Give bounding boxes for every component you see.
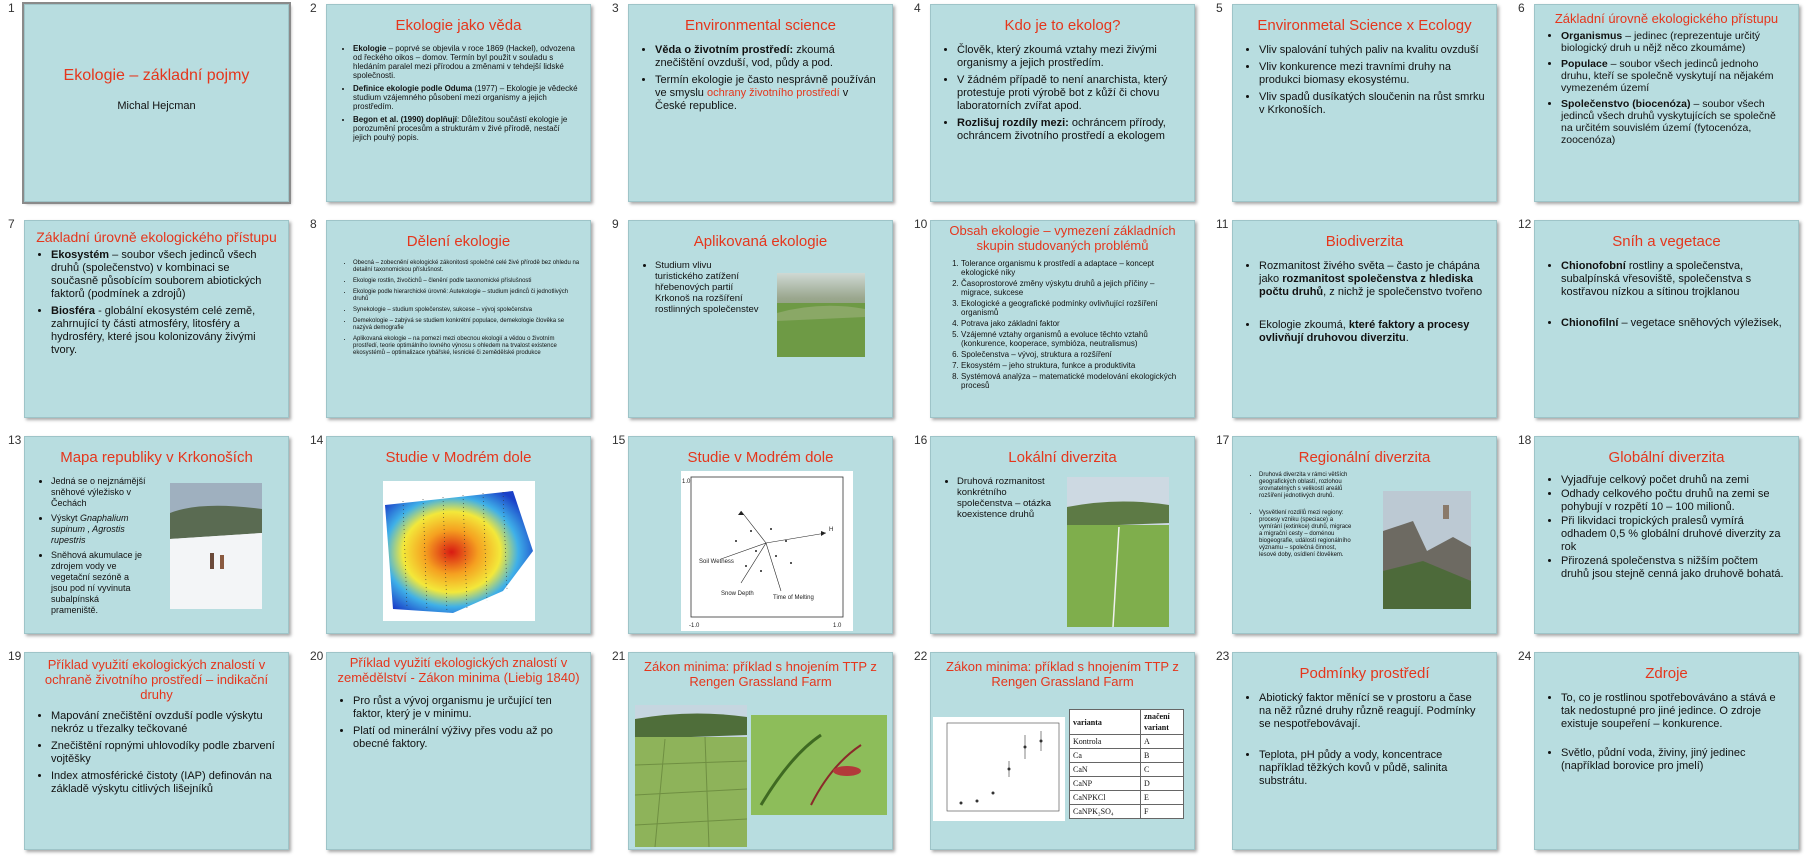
slide-number: 10: [914, 217, 928, 231]
label-h: H: [829, 527, 834, 533]
axis-max: 1.0: [833, 623, 842, 629]
slide-title: Příklad využití ekologických znalostí v ochraně životního prostředí – indikační druhy: [44, 657, 269, 702]
slide-bullets: [51, 249, 278, 357]
slide-title: Zdroje: [1645, 665, 1688, 682]
grassland-plots-photo: [635, 705, 747, 847]
slide-canvas: [24, 436, 289, 634]
bullet: • Mapování znečištění ovzduší podle výskytu nekróz u třezalky tečkované: [51, 710, 278, 736]
slide-thumb-18[interactable]: [1510, 432, 1811, 646]
slide-number: 21: [612, 649, 626, 663]
slide-number: 23: [1216, 649, 1230, 663]
bullet: • Vliv spalování tuhých paliv na kvalitu ovzduší: [1259, 44, 1486, 57]
slide-title: Aplikovaná ekologie: [693, 233, 828, 250]
slide-thumb-20[interactable]: [302, 648, 604, 862]
table-row: CaN C: [1070, 763, 1184, 777]
slide-bullets: [51, 710, 278, 796]
slide-thumb-17[interactable]: [1208, 432, 1510, 646]
list-item: 7. Ekosystém – jeho struktura, funkce a produktivita: [961, 361, 1186, 370]
list-item: 5. Vzájemné vztahy organismů a evoluce těchto vztahů (konkurence, kooperace, symbióza, neutralismus): [961, 330, 1186, 348]
bullet: • Vysvětlení rozdílů mezi regiony: procesy vzniku (speciace) a vymírání (extinkce) druhů, migrace a migrační cesty – doménou biogeografie, události regionálního významu – společná činnost, lesové doby, osídlení člověkem.: [1259, 510, 1355, 559]
slide-title: Kdo je to ekolog?: [1004, 17, 1121, 34]
table-row: CaNPK₂SO₄ F: [1070, 805, 1184, 819]
bullet: • Pro růst a vývoj organismu je určující ten faktor, který je v minimu.: [353, 695, 580, 721]
rocky-cliff-photo: [1383, 491, 1471, 609]
slide-canvas: [628, 220, 893, 418]
slide-bullets: [1561, 260, 1788, 330]
slide-number: 1: [8, 1, 15, 15]
slide-thumb-3[interactable]: [604, 0, 906, 214]
bullet: • Věda o životním prostředí: zkoumá znečištění ovzduší, vod, půdy a pod.: [655, 44, 882, 70]
slide-thumb-14[interactable]: [302, 432, 604, 646]
table-row: Ca B: [1070, 749, 1184, 763]
slide-canvas: [326, 652, 591, 850]
bullet: • Sněhová akumulace je zdrojem vody ve vegetační sezóně a jsou pod ní vyvinuta subalpínská prameniště.: [51, 550, 147, 616]
slide-thumb-24[interactable]: [1510, 648, 1811, 862]
slide-canvas: [326, 220, 591, 418]
bullet: • Ekologie rostlin, živočichů – členění podle taxonomické příslušnosti: [353, 278, 580, 285]
slide-number: 17: [1216, 433, 1230, 447]
slide-bullets: [353, 44, 580, 142]
slide-title: Dělení ekologie: [406, 233, 511, 250]
bullet: • Studium vlivu turistického zatížení hřebenových partií Krkonoš na rozšíření rostlinných společenstev: [655, 260, 759, 315]
slide-canvas: [930, 4, 1195, 202]
list-item: 4. Potrava jako základní faktor: [961, 319, 1186, 328]
bullet: • Ekologie podle hierarchické úrovně: Autekologie – studium jedinců či jednotlivých druhů: [353, 289, 580, 303]
slide-thumb-1[interactable]: [0, 0, 302, 214]
bullet: • Odhady celkového počtu druhů na zemi se pohybují v rozpětí 10 – 100 milionů.: [1561, 488, 1788, 514]
axis-top: 1.0: [682, 479, 691, 485]
slide-bullets: [353, 260, 580, 357]
slide-thumb-23[interactable]: [1208, 648, 1510, 862]
slide-canvas: [1232, 220, 1497, 418]
table-row: CaNPKCl E: [1070, 791, 1184, 805]
slide-number: 24: [1518, 649, 1532, 663]
slide-author: Michal Hejcman: [117, 100, 196, 112]
slide-number: 2: [310, 1, 317, 15]
label-soil-wetness: Soil Wetness: [699, 559, 734, 565]
slide-thumb-16[interactable]: [906, 432, 1208, 646]
slide-canvas: [930, 652, 1195, 850]
slide-title: Studie v Modrém dole: [687, 449, 834, 466]
slide-numbered-list: [961, 259, 1186, 390]
snow-depth-heatmap: [383, 481, 535, 621]
bullet: • Organismus – jedinec (reprezentuje určitý biologický druh u nějž něco zkoumáme): [1561, 30, 1788, 54]
slide-bullets: [655, 260, 759, 315]
bullet: • Synekologie – studium společenstev, sukcese – vývoj společenstva: [353, 307, 580, 314]
slide-thumb-4[interactable]: [906, 0, 1208, 214]
bullet: • Platí od minerální výživy přes vodu až po obecné faktory.: [353, 725, 580, 751]
slide-thumb-11[interactable]: [1208, 216, 1510, 430]
slide-number: 6: [1518, 1, 1525, 15]
bullet: • Společenstvo (biocenóza) – soubor všech jedinců všech druhů vyskytujících se společně na určitém souvislém území (fytocenóza, zoocenóza): [1561, 98, 1788, 146]
snowfield-photo: [170, 483, 262, 609]
slide-bullets: [1259, 472, 1355, 559]
bullet: • Jedná se o nejznámější sněhové výležisko v Čechách: [51, 476, 147, 509]
slide-thumb-22[interactable]: [906, 648, 1208, 862]
slide-number: 12: [1518, 217, 1532, 231]
bullet: • Definice ekologie podle Oduma (1977) – Ekologie je vědecké studium vzájemného působení mezi organismy a jejich prostředím.: [353, 84, 580, 111]
slide-number: 11: [1216, 217, 1229, 231]
slide-canvas: [1232, 4, 1497, 202]
slide-title: Ekologie jako věda: [395, 17, 522, 34]
slide-bullets: [1259, 44, 1486, 117]
slide-number: 20: [310, 649, 324, 663]
slide-canvas: [326, 4, 591, 202]
slide-number: 14: [310, 433, 324, 447]
slide-bullets: [1561, 692, 1788, 773]
slide-title: Zákon minima: příklad s hnojením TTP z Rengen Grassland Farm: [644, 659, 877, 689]
slide-title: Obsah ekologie – vymezení základních skupin studovaných problémů: [949, 223, 1176, 253]
slide-canvas: [628, 652, 893, 850]
slide-title: Globální diverzita: [1608, 449, 1725, 466]
plant-closeup-photo: [751, 715, 887, 815]
bullet: • Ekologie – poprvé se objevila v roce 1869 (Hackel), odvozena od řeckého oikos – domov. Termín byl použit v souladu s hledáním paralel mezi přírodou a změnami v tehdejší lidské společnosti.: [353, 44, 580, 80]
fertilization-chart: [933, 717, 1065, 821]
slide-canvas: [1534, 220, 1799, 418]
slide-canvas: [628, 436, 893, 634]
slide-number: 9: [612, 217, 619, 231]
table-row: Kontrola A: [1070, 735, 1184, 749]
slide-canvas: [24, 652, 289, 850]
slide-thumb-13[interactable]: [0, 432, 302, 646]
bullet: • To, co je rostlinou spotřebováváno a stává e tak nedostupné pro jiné jedince. O zdroje existuje soupeření – konkurence.: [1561, 692, 1788, 731]
slide-title: Biodiverzita: [1325, 233, 1404, 250]
slide-number: 5: [1216, 1, 1223, 15]
slide-bullets: [1561, 30, 1788, 146]
bullet: • Demekologie – zabývá se studiem konkrétní populace, demekologie člověka se nazývá demografie: [353, 318, 580, 332]
slide-title: Studie v Modrém dole: [385, 449, 532, 466]
list-item: 1. Tolerance organismu k prostředí a adaptace – koncept ekologické niky: [961, 259, 1186, 277]
list-item: 3. Ekologické a geografické podmínky ovlivňující rozšíření organismů: [961, 299, 1186, 317]
slide-number: 18: [1518, 433, 1532, 447]
bullet: • Přirozená společenstva s nižším počtem druhů jsou stejně cenná jako druhově bohatá.: [1561, 555, 1788, 581]
bullet: • Teplota, pH půdy a vody, koncentrace například těžkých kovů v půdě, salinita substrátu.: [1259, 749, 1486, 788]
slide-bullets: [957, 476, 1057, 520]
slide-thumb-2[interactable]: [302, 0, 604, 214]
slide-bullets: [1259, 260, 1486, 345]
bullet: • Při likvidaci tropických pralesů vymírá odhadem 0,5 % globální druhové diverzity za rok: [1561, 515, 1788, 554]
bullet: • Vyjadřuje celkový počet druhů na zemi: [1561, 474, 1788, 487]
list-item: 2. Časoprostorové změny výskytu druhů a jejich příčiny – migrace, sukcese: [961, 279, 1186, 297]
slide-bullets: [1561, 474, 1788, 581]
bullet: • Aplikovaná ekologie – na pomezí mezi obecnou ekologií a vědou o životním prostředí, teorie optimálního lovného výnosu s ohledem na trvalost existence ekosystémů – optimalizace rybářské, lesnické či zemědělské produkce: [353, 336, 580, 357]
bullet: • Populace – soubor všech jedinců jednoho druhu, kteří se společně vyskytují na nějakém vymezeném území: [1561, 58, 1788, 94]
table-header: varianta: [1070, 710, 1141, 735]
label-time-of-melting: Time of Melting: [773, 595, 814, 601]
slide-title: Příklad využití ekologických znalostí v zemědělství - Zákon minima (Liebig 1840): [337, 655, 580, 685]
slide-number: 7: [8, 217, 15, 231]
slide-thumb-19[interactable]: [0, 648, 302, 862]
bullet: • Rozlišuj rozdíly mezi: ochráncem přírody, ochráncem životního prostředí a ekologem: [957, 117, 1184, 143]
bullet: • Obecná – zobecnění ekologické zákonitosti společné celé živé přírodě bez ohledu na detailní taxonomickou příslušnost.: [353, 260, 580, 274]
slide-canvas: [1232, 652, 1497, 850]
list-item: 8. Systémová analýza – matematické modelování ekologických procesů: [961, 372, 1186, 390]
slide-title: Zákon minima: příklad s hnojením TTP z Rengen Grassland Farm: [946, 659, 1179, 689]
slide-canvas: [930, 220, 1195, 418]
slide-title: Sníh a vegetace: [1612, 233, 1721, 250]
bullet: • Druhová diverzita v rámci větších geografických oblastí, rozlohou srovnatelných s velikostí areálů rozšíření jednotlivých druhů.: [1259, 472, 1355, 500]
slide-bullets: [353, 695, 580, 751]
slide-thumb-15[interactable]: [604, 432, 906, 646]
slide-canvas: [1534, 436, 1799, 634]
bullet: • Abiotický faktor měnící se v prostoru a čase na něž různé druhy různě reagují. Podmínky se nespotřebovávají.: [1259, 692, 1486, 731]
slide-title: Základní úrovně ekologického přístupu: [36, 229, 277, 245]
slide-thumb-21[interactable]: [604, 648, 906, 862]
slide-title: Environmental science: [685, 17, 836, 34]
slide-canvas: [628, 4, 893, 202]
slide-canvas: [930, 436, 1195, 634]
table-row: CaNP D: [1070, 777, 1184, 791]
bullet: • Druhová rozmanitost konkrétního společenstva – otázka koexistence druhů: [957, 476, 1057, 520]
slide-title: Ekologie – základní pojmy: [63, 67, 250, 84]
table-header: značení variant: [1141, 710, 1184, 735]
slide-canvas: [326, 436, 591, 634]
slide-thumb-6[interactable]: [1510, 0, 1811, 214]
slide-number: 16: [914, 433, 928, 447]
slide-title: Environmetal Science x Ecology: [1257, 17, 1472, 34]
meadow-transect-photo: [1067, 477, 1169, 627]
bullet: • Rozmanitost živého světa – často je chápána jako rozmanitost společenstva z hlediska počtu druhů, z nichž je společenstvo tvořeno: [1259, 260, 1486, 299]
slide-bullets: [1259, 692, 1486, 788]
bullet: • Chionofilní – vegetace sněhových výležisek,: [1561, 317, 1788, 330]
slide-thumb-8[interactable]: [302, 216, 604, 430]
list-item: 6. Společenstva – vývoj, struktura a rozšíření: [961, 350, 1186, 359]
slide-title: Podmínky prostředí: [1299, 665, 1430, 682]
bullet: • Vliv konkurence mezi travními druhy na produkci biomasy ekosystému.: [1259, 61, 1486, 87]
slide-number: 8: [310, 217, 317, 231]
bullet: • Chionofobní rostliny a společenstva, subalpínská vřesoviště, společenstva s kostřavou nízkou a sítinou trojklanou: [1561, 260, 1788, 299]
bullet: • Termín ekologie je často nesprávně používán ve smyslu ochrany životního prostředí v České republice.: [655, 74, 882, 113]
slide-thumb-5[interactable]: [1208, 0, 1510, 214]
slide-thumb-12[interactable]: [1510, 216, 1811, 430]
slide-bullets: [51, 476, 147, 616]
slide-canvas: [1232, 436, 1497, 634]
bullet: • V žádném případě to není anarchista, který protestuje proti výrobě bot z kůží či chovu laboratorních zvířat apod.: [957, 74, 1184, 113]
bullet: • Vliv spadů dusíkatých sloučenin na růst smrku v Krkonoších.: [1259, 91, 1486, 117]
bullet: • Ekologie zkoumá, které faktory a procesy ovlivňují druhovou diverzitu.: [1259, 319, 1486, 345]
variants-table: [1069, 709, 1184, 819]
bullet: • Index atmosférické čistoty (IAP) definován na základě výskytu citlivých lišejníků: [51, 770, 278, 796]
slide-number: 19: [8, 649, 22, 663]
slide-bullets: [957, 44, 1184, 143]
slide-number: 4: [914, 1, 921, 15]
bullet: • Begon et al. (1990) doplňují: Důležitou součástí ekologie je porozumění procesům a strukturám v živé přírodě, nestačí jejich pouhý popis.: [353, 115, 580, 142]
axis-min: -1.0: [689, 623, 700, 629]
meadow-photo: [777, 273, 865, 357]
bullet: • Ekosystém – soubor všech jedinců všech druhů (společenstvo) v kombinaci se současně působícím souborem abiotických faktorů (podmínek a zdrojů): [51, 249, 278, 301]
slide-bullets: [655, 44, 882, 113]
bullet: • Znečištění ropnými uhlovodíky podle zbarvení vojtěšky: [51, 740, 278, 766]
slide-thumb-9[interactable]: [604, 216, 906, 430]
slide-title: Regionální diverzita: [1298, 449, 1431, 466]
slide-title: Lokální diverzita: [1008, 449, 1117, 466]
slide-canvas: [1534, 652, 1799, 850]
slide-number: 15: [612, 433, 626, 447]
bullet: • Biosféra - globální ekosystém celé země, zahrnující ty části atmosféry, litosféry a hydrosféry, které jsou kolonizovány živými tvory.: [51, 305, 278, 357]
slide-number: 13: [8, 433, 22, 447]
slide-number: 22: [914, 649, 928, 663]
slide-title: Základní úrovně ekologického přístupu: [1554, 11, 1779, 26]
bullet: • Člověk, který zkoumá vztahy mezi živými organismy a jejich prostředím.: [957, 44, 1184, 70]
label-snow-depth: Snow Depth: [721, 591, 754, 597]
slide-canvas: [24, 220, 289, 418]
slide-number: 3: [612, 1, 619, 15]
ordination-diagram: [681, 471, 853, 631]
bullet: • Výskyt Gnaphalium supinum , Agrostis rupestris: [51, 513, 147, 546]
slide-canvas: [24, 4, 289, 202]
slide-thumb-10[interactable]: [906, 216, 1208, 430]
slide-thumb-7[interactable]: [0, 216, 302, 430]
slide-canvas: [1534, 4, 1799, 202]
slide-title: Mapa republiky v Krkonoších: [60, 449, 253, 466]
bullet: • Světlo, půdní voda, živiny, jiný jedinec (například borovice pro jmelí): [1561, 747, 1788, 773]
